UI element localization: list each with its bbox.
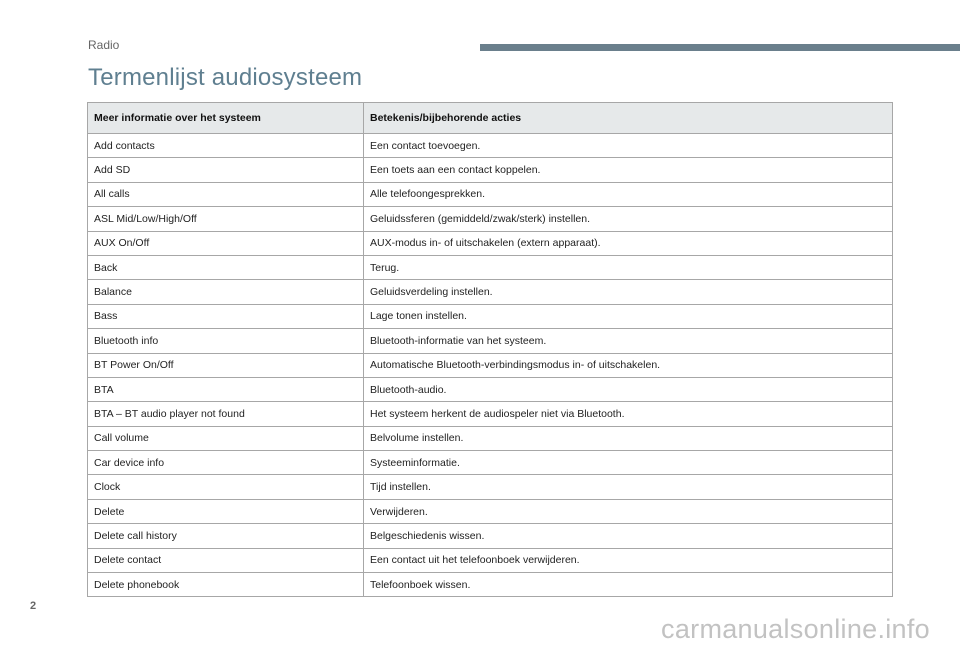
column-header-term: Meer informatie over het systeem — [88, 103, 364, 134]
table-row — [88, 182, 893, 206]
table-row — [88, 255, 893, 279]
meaning-cell: Bluetooth-informatie van het systeem. — [364, 329, 893, 353]
table-row — [88, 377, 893, 401]
table-row — [88, 451, 893, 475]
table-row — [88, 573, 893, 597]
section-label: Radio — [88, 38, 120, 52]
term-cell: AUX On/Off — [88, 231, 364, 255]
table-row — [88, 207, 893, 231]
table-row — [88, 134, 893, 158]
table-row — [88, 329, 893, 353]
meaning-cell: Geluidssferen (gemiddeld/zwak/sterk) instellen. — [364, 207, 893, 231]
meaning-cell: Lage tonen instellen. — [364, 304, 893, 328]
table-row — [88, 304, 893, 328]
meaning-cell: Belgeschiedenis wissen. — [364, 524, 893, 548]
term-cell: Car device info — [88, 451, 364, 475]
term-cell: Delete — [88, 499, 364, 523]
term-cell: Balance — [88, 280, 364, 304]
table-row — [88, 426, 893, 450]
table-row — [88, 158, 893, 182]
page-title: Termenlijst audiosysteem — [88, 64, 363, 91]
table-row — [88, 353, 893, 377]
term-cell: BT Power On/Off — [88, 353, 364, 377]
meaning-cell: Een toets aan een contact koppelen. — [364, 158, 893, 182]
meaning-cell: Automatische Bluetooth-verbindingsmodus in- of uitschakelen. — [364, 353, 893, 377]
term-cell: Delete call history — [88, 524, 364, 548]
table-row — [88, 475, 893, 499]
column-header-meaning: Betekenis/bijbehorende acties — [364, 103, 893, 134]
meaning-cell: Bluetooth-audio. — [364, 377, 893, 401]
term-cell: Add SD — [88, 158, 364, 182]
term-cell: BTA — [88, 377, 364, 401]
term-cell: Bass — [88, 304, 364, 328]
term-cell: Delete contact — [88, 548, 364, 572]
meaning-cell: Telefoonboek wissen. — [364, 573, 893, 597]
meaning-cell: Tijd instellen. — [364, 475, 893, 499]
table-row — [88, 402, 893, 426]
meaning-cell: AUX-modus in- of uitschakelen (extern apparaat). — [364, 231, 893, 255]
section-divider-bar — [480, 44, 960, 51]
table-row — [88, 524, 893, 548]
term-cell: Add contacts — [88, 134, 364, 158]
term-cell: BTA – BT audio player not found — [88, 402, 364, 426]
term-cell: Clock — [88, 475, 364, 499]
meaning-cell: Terug. — [364, 255, 893, 279]
table-row — [88, 548, 893, 572]
meaning-cell: Alle telefoongesprekken. — [364, 182, 893, 206]
term-cell: All calls — [88, 182, 364, 206]
term-cell: Call volume — [88, 426, 364, 450]
term-cell: Back — [88, 255, 364, 279]
meaning-cell: Verwijderen. — [364, 499, 893, 523]
table-row — [88, 231, 893, 255]
meaning-cell: Geluidsverdeling instellen. — [364, 280, 893, 304]
meaning-cell: Belvolume instellen. — [364, 426, 893, 450]
term-cell: Delete phonebook — [88, 573, 364, 597]
term-cell: Bluetooth info — [88, 329, 364, 353]
table-row — [88, 280, 893, 304]
page-number: 2 — [30, 600, 37, 612]
meaning-cell: Een contact toevoegen. — [364, 134, 893, 158]
meaning-cell: Systeeminformatie. — [364, 451, 893, 475]
term-cell: ASL Mid/Low/High/Off — [88, 207, 364, 231]
meaning-cell: Een contact uit het telefoonboek verwijderen. — [364, 548, 893, 572]
watermark: carmanualsonline.info — [661, 614, 930, 644]
table-header-row — [88, 103, 893, 134]
glossary-table — [87, 102, 893, 597]
table-row — [88, 499, 893, 523]
meaning-cell: Het systeem herkent de audiospeler niet via Bluetooth. — [364, 402, 893, 426]
